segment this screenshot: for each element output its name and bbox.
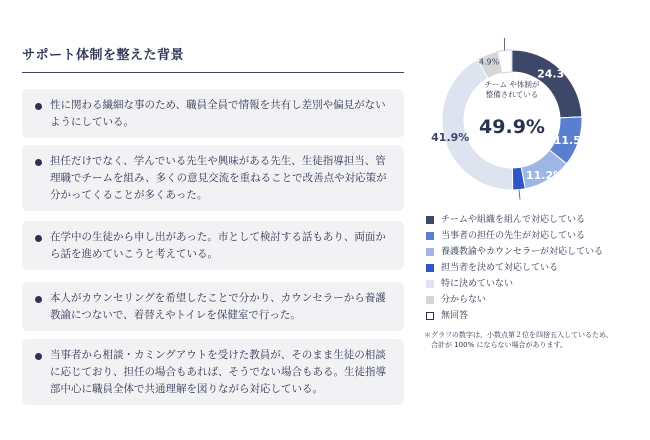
- reason-text: 本人がカウンセリングを希望したことで分かり、カウンセラーから養護教諭につないで、着替えやトイレを保健室で行った。: [50, 292, 386, 321]
- bullet-icon: [35, 103, 42, 110]
- legend-label: 当事者の担任の先生が対応している: [441, 231, 586, 241]
- reason-card: [22, 339, 404, 405]
- reason-card: [22, 145, 404, 211]
- legend-item: [426, 260, 641, 276]
- legend-swatch: [426, 264, 434, 272]
- legend-label: 特に決めていない: [441, 279, 514, 289]
- reason-card: [22, 282, 404, 331]
- donut-chart: [420, 30, 645, 205]
- data-label: 11.5%: [553, 133, 592, 147]
- legend-label: 分からない: [441, 295, 487, 305]
- chart-center-label: [472, 80, 552, 100]
- chart-center-label-text: チーム や体制が 整備されている: [484, 80, 540, 99]
- legend-item: [426, 308, 641, 324]
- legend-swatch: [426, 280, 434, 288]
- leader-line: [505, 38, 506, 50]
- legend-label: 養護教諭やカウンセラーが対応している: [441, 247, 604, 257]
- section-title: サポート体制を整えた背景: [22, 48, 185, 63]
- title-divider: [22, 72, 404, 73]
- legend-item: [426, 228, 641, 244]
- reason-text: 性に関わる繊細な事のため、職員全員で情報を共有し差別や偏見がないようにしている。: [50, 99, 386, 128]
- legend-item: [426, 212, 641, 228]
- leader-line: [519, 190, 520, 200]
- legend-swatch: [426, 296, 434, 304]
- legend-swatch: [426, 232, 434, 240]
- reason-card: [22, 89, 404, 138]
- bullet-icon: [35, 159, 42, 166]
- chart-center-value: 49.9%: [479, 116, 545, 138]
- legend-label: チームや組織を組んで対応している: [441, 215, 586, 225]
- footnote: [424, 330, 644, 350]
- bullet-icon: [35, 296, 42, 303]
- reason-text: 当事者から相談・カミングアウトを受けた教員が、そのまま生徒の相談に応じており、担任の場合もあれば、そうでない場合もある。生徒指導部中心に職員全体で共通理解を図りながら対応している。: [50, 349, 386, 395]
- bullet-icon: [35, 235, 42, 242]
- legend-swatch: [426, 216, 434, 224]
- data-label: 41.9%: [431, 130, 470, 144]
- footnote-text: ＊グラフの数字は，小数点第２位を四捨五入しているため、 合計が 100% にならない場合があります。: [424, 331, 613, 349]
- legend-swatch: [426, 248, 434, 256]
- reason-text: 在学中の生徒から申し出があった。市として検討する話もあり、両面から話を進めていこうと考えている。: [50, 231, 386, 260]
- legend-item: [426, 244, 641, 260]
- legend-label: 担当者を決めて対応している: [441, 263, 559, 273]
- chart-legend: [426, 212, 641, 324]
- legend-label: 無回答: [441, 311, 469, 321]
- data-label: 11.2%: [525, 168, 565, 182]
- legend-swatch: [426, 312, 434, 320]
- bullet-icon: [35, 353, 42, 360]
- legend-item: [426, 292, 641, 308]
- legend-item: [426, 276, 641, 292]
- reason-text: 担任だけでなく、学んでいる先生や興味がある先生、生徒指導担当、管理職でチームを組み、多くの意見交流を重ねることで改善点や対応策が分かってくることが多くあった。: [50, 155, 387, 201]
- reason-card: [22, 221, 404, 270]
- data-label: 4.9%: [478, 57, 500, 67]
- data-label: 24.3%: [537, 67, 576, 81]
